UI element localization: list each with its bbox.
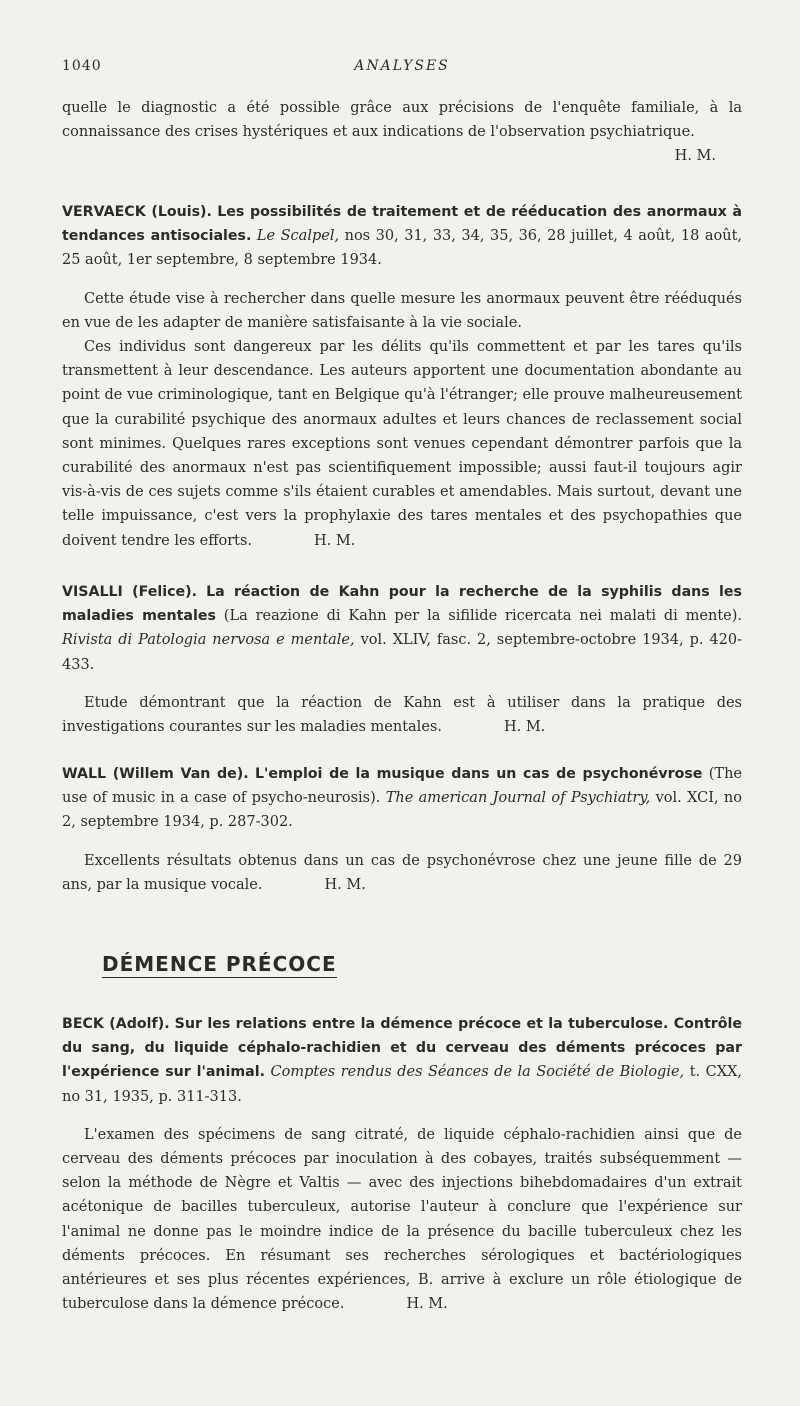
entry-signature: H. M. [503,719,546,736]
page-number: 1040 [62,58,102,74]
intro-block [62,96,742,169]
entry-journal: Rivista di Patologia nervosa e mentale, [62,632,355,649]
entry-reference [62,762,742,835]
entry-author: WALL (Willem Van de). [62,766,249,782]
running-header [62,58,742,80]
entry-details: vol. XLIV, fasc. 2, septembre-octobre 1934, p. 420-433. [62,632,742,673]
entry-journal: Comptes rendus des Séances de la Société de Biologie, [270,1064,685,1081]
entry-title: Les possibilités de traitement et de rééducation des anormaux à tendances antisociales. [62,204,742,245]
entry-author: BECK (Adolf). [62,1016,170,1032]
entry-subtitle: (La reazione di Kahn per la sifilide ricercata nei malati di mente). [223,608,742,625]
entry-visalli [62,580,742,739]
entry-paragraph: Etude démontrant que la réaction de Kahn est à utiliser dans la pratique des investigations courantes sur les maladies mentales. H. M. [62,691,742,739]
entry-reference [62,1012,742,1109]
entry-signature: H. M. [406,1296,448,1313]
entry-paragraph: Cette étude vise à rechercher dans quelle mesure les anormaux peuvent être rééduqués en vue de les adapter de manière satisfaisante à la vie sociale. [62,290,742,331]
running-title: ANALYSES [354,58,450,74]
section-title: DÉMENCE PRÉCOCE [102,952,337,976]
entry-reference [62,200,742,273]
intro-signature: H. M. [674,148,716,165]
entry-vervaeck [62,200,742,553]
entry-journal: The american Journal of Psychiatry, [385,790,651,807]
entry-paragraph: Ces individus sont dangereux par les délits qu'ils commettent et par les tares qu'ils transmettent à leur descendance. Les auteurs apportent une documentation abondante au point de vue criminologique, tant en Belgique qu'à l'étranger; elle prouve malheureusement que la curabilité psychique des anormaux adultes et leurs chances de reclassement social sont minimes. Quelques rares exceptions sont venues cependant démontrer parfois que la curabilité des anormaux n'est pas scientifiquement impossible; aussi faut-il toujours agir vis-à-vis de ces sujets comme s'ils étaient curables et amendables. Mais surtout, devant une telle impuissance, c'est vers la prophylaxie des tares mentales et des psychopathies que doivent tendre les efforts. H. M. [62,335,742,553]
entry-details: t. CXX, no 31, 1935, p. 311-313. [62,1064,743,1105]
entry-signature: H. M. [324,876,366,893]
entry-author: VERVAECK (Louis). [62,204,212,220]
entry-reference [62,580,742,677]
entry-paragraph: L'examen des spécimens de sang citraté, de liquide céphalo-rachidien ainsi que de cerveau des déments précoces par inoculation à des cobayes, traités subséquemment — selon la méthode de Nègre et Valtis — avec des injections bihebdomadaires d'un extrait acétonique de bacilles tuberculeux, autorise l'auteur à conclure que l'expérience sur l'animal ne donne pas le moindre indice de la présence du bacille tuberculeux chez les déments précoces. En résumant ses recherches sérologiques et bactériologiques antérieures et ses plus récentes expériences, B. arrive à exclure un rôle étiologique de tuberculose dans la démence précoce. H. M. [62,1123,742,1317]
entry-journal: Le Scalpel, [256,228,340,245]
intro-text: quelle le diagnostic a été possible grâce aux précisions de l'enquête familiale, à la connaissance des crises hystériques et aux indications de l'observation psychiatrique. [62,100,742,141]
entry-details: vol. XCI, no 2, septembre 1934, p. 287-302. [62,790,742,831]
entry-wall [62,762,742,897]
entry-paragraph: Excellents résultats obtenus dans un cas de psychonévrose chez une jeune fille de 29 ans, par la musique vocale. H. M. [62,849,742,897]
entry-subtitle: (The use of music in a case of psycho-neurosis). [62,766,743,807]
entry-signature: H. M. [314,532,356,549]
entry-beck [62,1012,742,1316]
entry-title: Sur les relations entre la démence précoce et la tuberculose. Contrôle du sang, du liquide céphalo-rachidien et du cerveau des déments précoces par l'expérience sur l'animal. [62,1016,742,1081]
entry-title: La réaction de Kahn pour la recherche de la syphilis dans les maladies mentales [62,584,742,625]
entry-title: L'emploi de la musique dans un cas de psychonévrose [255,766,703,782]
entry-details: nos 30, 31, 33, 34, 35, 36, 28 juillet, 4 août, 18 août, 25 août, 1er septembre, 8 septembre 1934. [62,228,743,269]
entry-author: VISALLI (Felice). [62,584,198,600]
